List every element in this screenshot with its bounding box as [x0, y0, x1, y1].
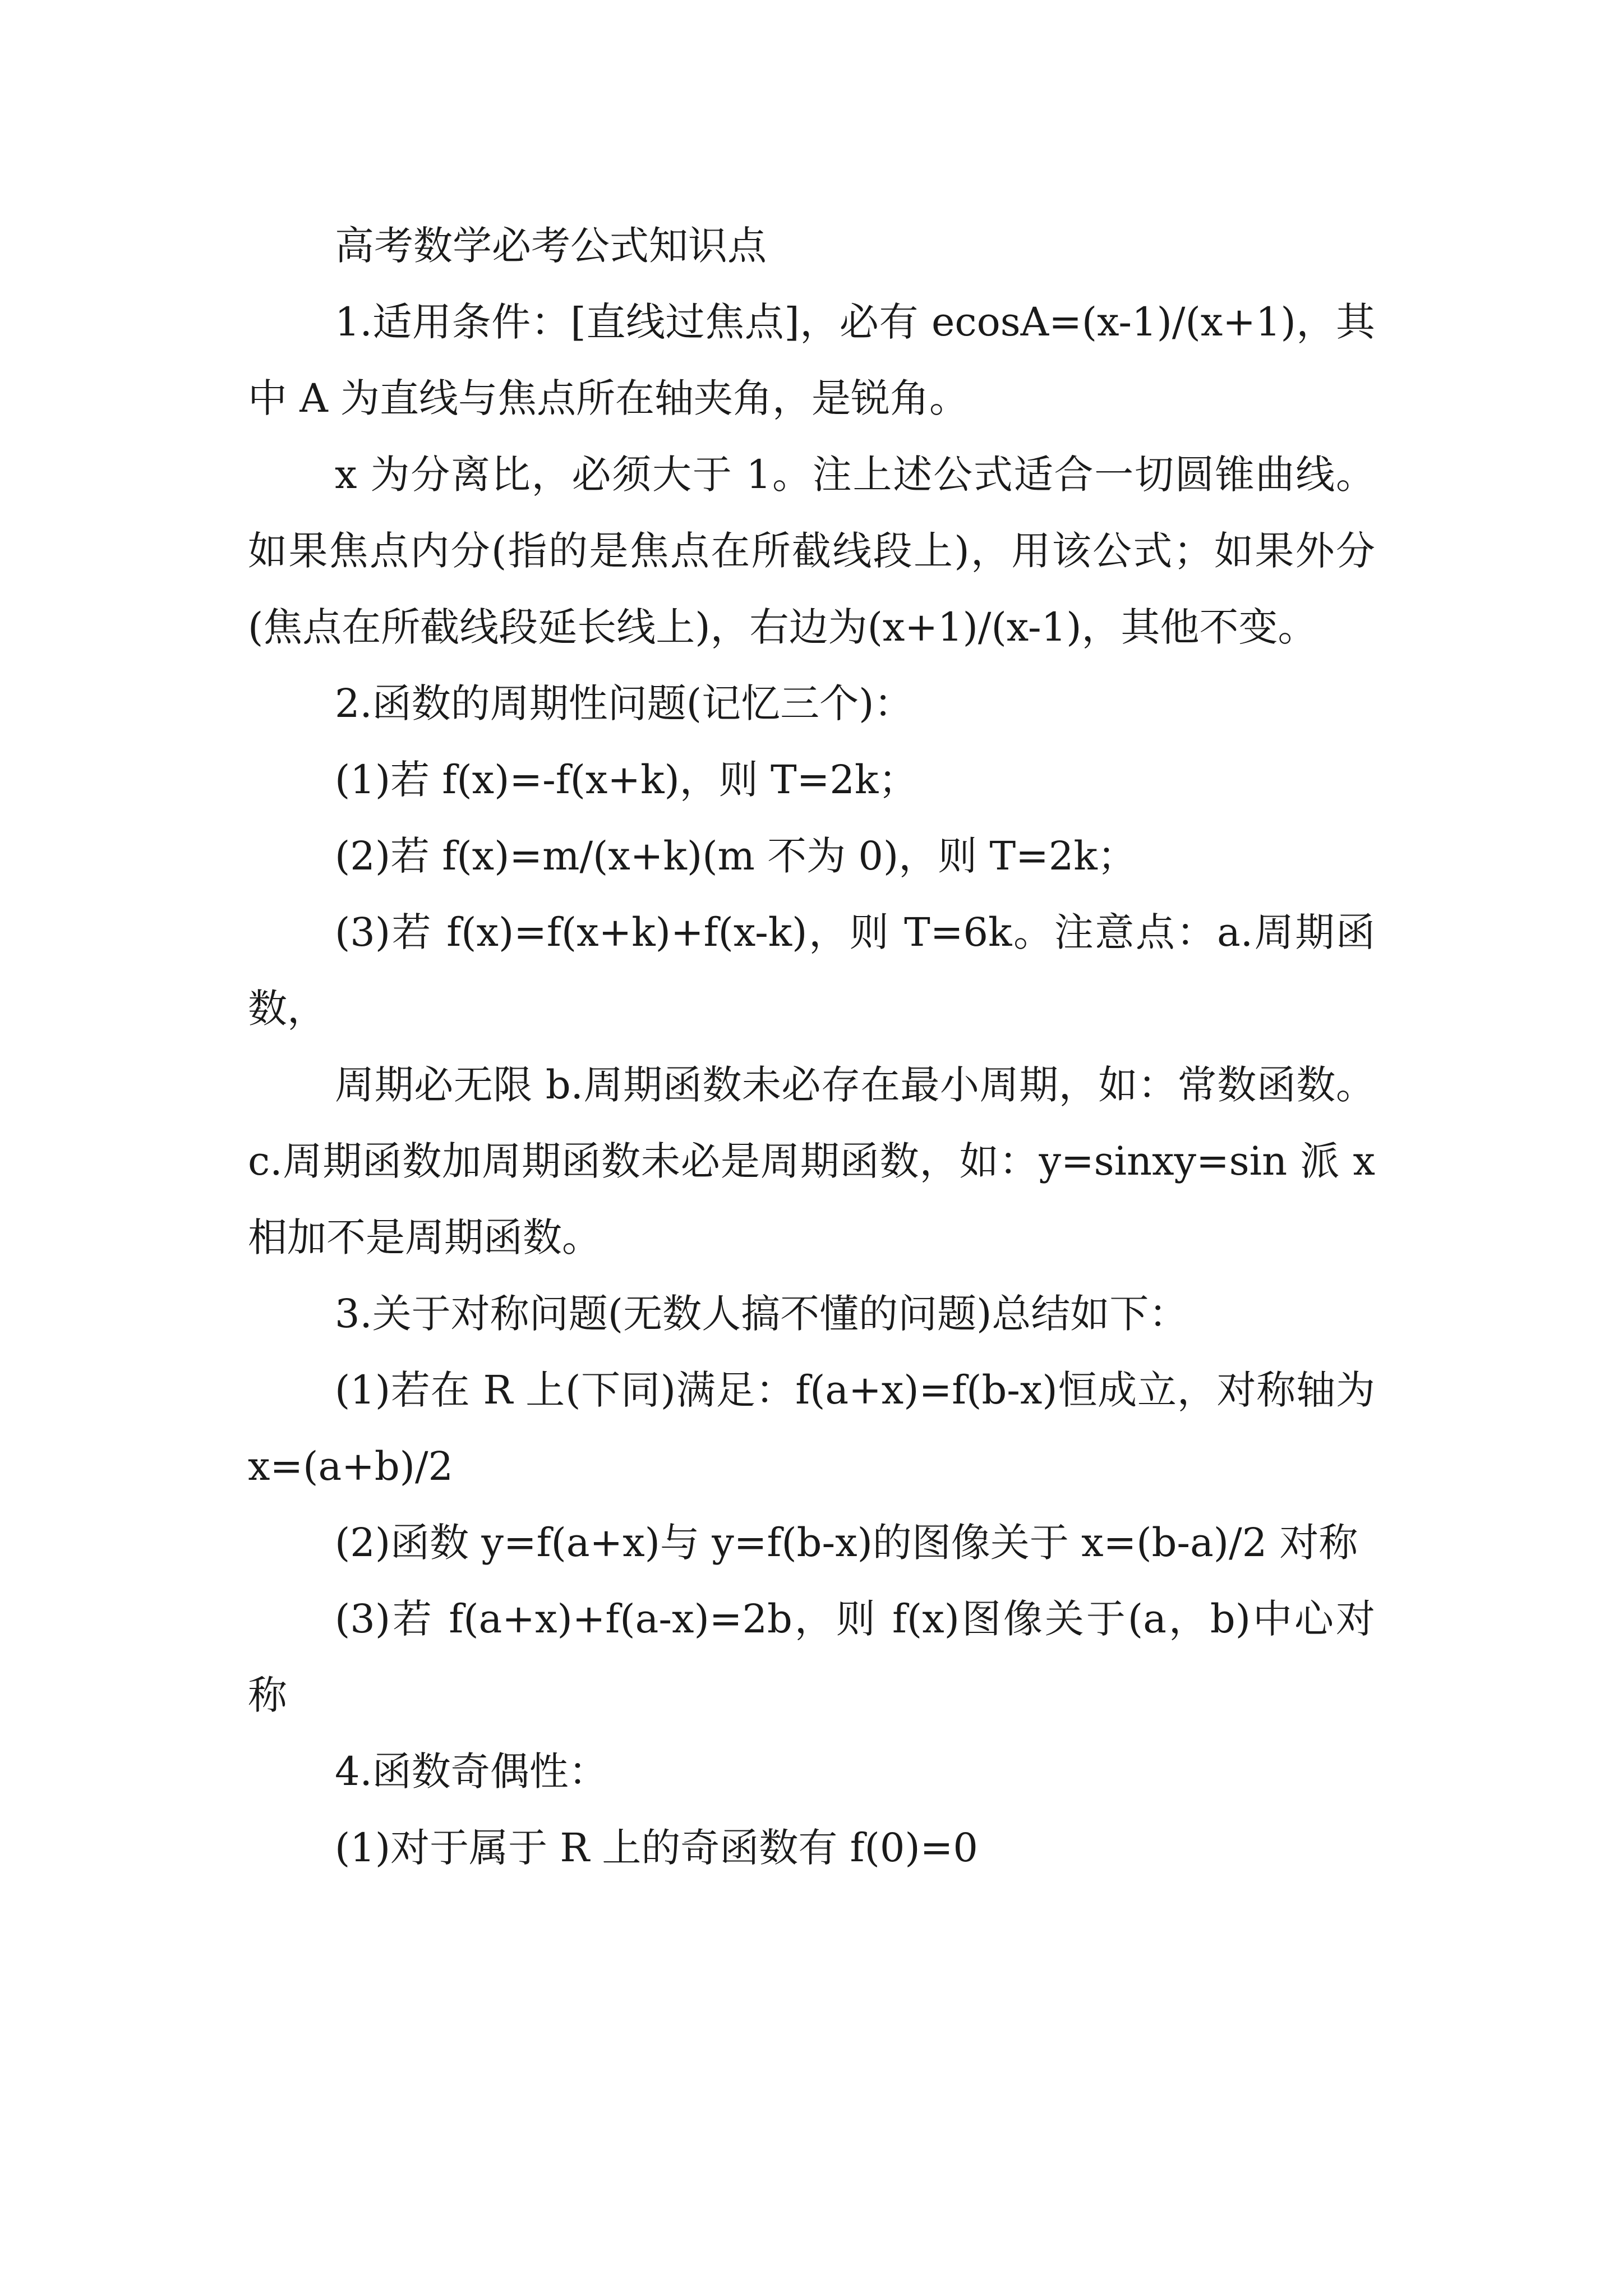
paragraph-2: x 为分离比，必须大于 1。注上述公式适合一切圆锥曲线。如果焦点内分(指的是焦点在所截线段上)，用该公式；如果外分(焦点在所截线段延长线上)，右边为(x+1)/(x-1)，其他不变。: [248, 452, 1375, 650]
paragraph-12: 4.函数奇偶性：: [335, 1749, 608, 1795]
paragraph-9: (1)若在 R 上(下同)满足：f(a+x)=f(b-x)恒成立，对称轴为 x=(a+b)/2: [248, 1367, 1375, 1489]
paragraph-1: 1.适用条件：[直线过焦点]，必有 ecosA=(x-1)/(x+1)，其中 A 为直线与焦点所在轴夹角，是锐角。: [248, 299, 1375, 421]
paragraph-10: (2)函数 y=f(a+x)与 y=f(b-x)的图像关于 x=(b-a)/2 对称: [335, 1520, 1358, 1566]
paragraph-5: (2)若 f(x)=m/(x+k)(m 不为 0)，则 T=2k；: [335, 833, 1137, 879]
document-body: [248, 208, 1375, 1886]
paragraph-6: (3)若 f(x)=f(x+k)+f(x-k)，则 T=6k。注意点：a.周期函数，: [248, 909, 1375, 1032]
paragraph-13: (1)对于属于 R 上的奇函数有 f(0)=0: [335, 1825, 978, 1871]
paragraph-8: 3.关于对称问题(无数人搞不懂的问题)总结如下：: [335, 1291, 1188, 1337]
paragraph-4: (1)若 f(x)=-f(x+k)，则 T=2k；: [335, 757, 918, 803]
paragraph-11: (3)若 f(a+x)+f(a-x)=2b，则 f(x)图像关于(a，b)中心对称: [248, 1596, 1375, 1718]
paragraph-7: 周期必无限 b.周期函数未必存在最小周期，如：常数函数。c.周期函数加周期函数未必是周期函数，如：y=sinxy=sin 派 x 相加不是周期函数。: [248, 1062, 1375, 1260]
document-title: 高考数学必考公式知识点: [335, 223, 767, 269]
paragraph-3: 2.函数的周期性问题(记忆三个)：: [335, 680, 914, 726]
